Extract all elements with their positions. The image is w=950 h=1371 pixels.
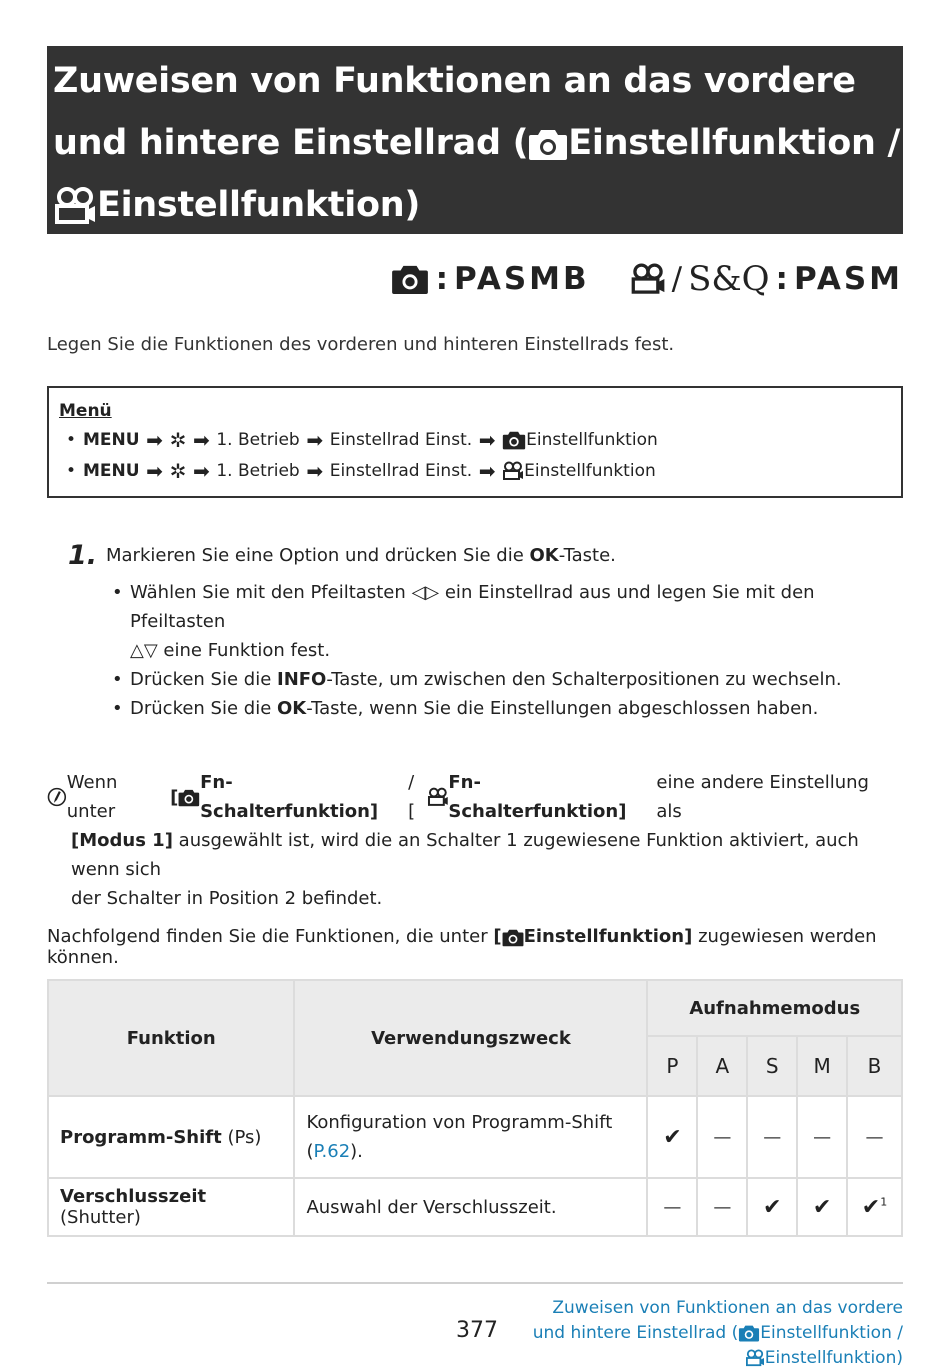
footer-link-line[interactable]: Zuweisen von Funktionen an das vordere <box>552 1298 903 1318</box>
movie-camera-icon <box>427 787 449 807</box>
camera-icon <box>738 1324 760 1342</box>
footer-divider <box>47 1282 903 1284</box>
movie-camera-icon <box>502 461 524 481</box>
header-mode-p: P <box>647 1036 697 1096</box>
table-intro-text: Nachfolgend finden Sie die Funktionen, die unter <box>47 926 494 947</box>
mode-cell-s: ✔ <box>747 1178 797 1236</box>
header-mode-a: A <box>697 1036 747 1096</box>
camera-icon <box>502 928 524 947</box>
footer-link-line[interactable] <box>533 1346 903 1371</box>
title-line-1: Zuweisen von Funktionen an das vordere <box>53 61 856 101</box>
table-row <box>48 1178 902 1236</box>
table-intro-bold: Einstellfunktion] <box>523 926 693 947</box>
mode-indicator: : PASMB / S&Q : PASM <box>390 256 903 302</box>
header-mode-m: M <box>797 1036 847 1096</box>
mode-cell-a: — <box>697 1178 747 1236</box>
camera-icon <box>178 788 200 807</box>
bullet-text: Drücken Sie die <box>130 698 277 719</box>
arrow-right-icon: ➡ <box>306 427 324 452</box>
table-intro: Nachfolgend finden Sie die Funktionen, die unter [ Einstellfunktion] zugewiesen werden können. <box>47 926 877 968</box>
modus-label: [Modus 1] <box>71 830 173 851</box>
function-purpose <box>294 1096 647 1178</box>
arrow-right-icon: ➡ <box>192 427 210 452</box>
menu-title: Menü <box>59 401 112 421</box>
purpose-text: ). <box>350 1141 363 1162</box>
purpose-text: Konfiguration von Programm-Shift ( <box>306 1112 613 1162</box>
title-line-2-post: Einstellfunktion / <box>568 123 901 163</box>
movie-camera-icon <box>53 186 97 226</box>
step-text-pre: Markieren Sie eine Option und drücken Sie die <box>106 545 530 566</box>
menu-group: 1. Betrieb <box>216 429 300 450</box>
note-line: der Schalter in Position 2 befindet. <box>71 888 383 909</box>
function-name-bold: Programm-Shift <box>60 1126 222 1148</box>
function-name-rest: (Ps) <box>221 1126 262 1148</box>
bullet-item <box>112 694 892 723</box>
footer-link-text[interactable]: Einstellfunktion) <box>764 1348 903 1368</box>
title-line-3-text: Einstellfunktion) <box>97 185 421 225</box>
menu-path-row: • MENU ➡ ✲ ➡ 1. Betrieb ➡ Einstellrad Einst. ➡ Einstellfunktion <box>65 458 656 483</box>
table-intro-text: zugewiesen werden können. <box>47 926 877 968</box>
note-text: ausgewählt ist, wird die an Schalter 1 zugewiesene Funktion aktiviert, auch wenn sich <box>71 830 859 880</box>
menu-label: MENU <box>83 460 140 481</box>
mode-cell-m: — <box>797 1096 847 1178</box>
mode-cell-p: — <box>647 1178 697 1236</box>
bullet-text: ein Einstellrad aus und legen Sie mit den Pfeiltasten <box>130 582 815 632</box>
fn-switch-label: Fn-Schalterfunktion] <box>200 772 379 822</box>
step-text-post: -Taste. <box>558 545 616 566</box>
bullet-continuation <box>112 636 892 665</box>
camera-icon <box>390 263 430 295</box>
title-line-3 <box>53 174 897 236</box>
bullet-item <box>112 578 892 636</box>
menu-path-box <box>47 386 903 498</box>
ok-key-label: OK <box>529 545 559 566</box>
bullet-item <box>112 665 892 694</box>
note-bracket: [ <box>170 786 179 808</box>
arrow-right-icon: ➡ <box>146 458 163 483</box>
movie-camera-icon <box>630 262 666 296</box>
note-text: Wenn unter <box>66 772 118 822</box>
menu-group: 1. Betrieb <box>216 460 300 481</box>
footer-link-line[interactable] <box>533 1321 903 1346</box>
function-name-rest: (Shutter) <box>60 1207 141 1228</box>
note-line <box>47 768 897 826</box>
header-mode-s: S <box>747 1036 797 1096</box>
arrow-up-down-icon: △▽ <box>130 640 158 661</box>
footnote-marker: 1 <box>880 1195 888 1209</box>
title-line-2-pre: und hintere Einstellrad ( <box>53 123 529 163</box>
note-block <box>47 768 897 913</box>
menu-path-row: • MENU ➡ ✲ ➡ 1. Betrieb ➡ Einstellrad Einst. ➡ Einstellfunktion <box>65 427 658 452</box>
title-line-2 <box>53 112 901 174</box>
menu-item: Einstellrad Einst. <box>329 429 473 450</box>
bullet-text: eine Funktion fest. <box>157 640 331 661</box>
footer-link-text[interactable]: und hintere Einstellrad ( <box>532 1323 739 1343</box>
bullet-text: -Taste, wenn Sie die Einstellungen abgeschlossen haben. <box>306 698 819 719</box>
mode-cell-b: — <box>847 1096 902 1178</box>
fn-switch-label: Fn-Schalterfunktion] <box>448 772 627 822</box>
arrow-right-icon: ➡ <box>306 458 324 483</box>
function-table <box>47 979 903 1237</box>
header-aufnahmemodus: Aufnahmemodus <box>647 980 902 1036</box>
mode-cell-m: ✔ <box>797 1178 847 1236</box>
arrow-right-icon: ➡ <box>478 427 496 452</box>
step-number: 1. <box>68 540 98 571</box>
note-icon <box>47 787 67 807</box>
page-number: 377 <box>456 1318 498 1343</box>
menu-target: Einstellfunktion <box>524 460 656 481</box>
mode-cell-b <box>847 1178 902 1236</box>
menu-target: Einstellfunktion <box>526 429 658 450</box>
footer-link-text[interactable]: Einstellfunktion / <box>760 1323 903 1343</box>
movie-camera-icon <box>745 1349 765 1367</box>
arrow-right-icon: ➡ <box>478 458 496 483</box>
bullet-text: Drücken Sie die <box>130 669 277 690</box>
function-purpose: Auswahl der Verschlusszeit. <box>294 1178 647 1236</box>
note-line <box>47 826 897 884</box>
arrow-right-icon: ➡ <box>192 458 210 483</box>
bullet-text: Wählen Sie mit den Pfeiltasten <box>130 582 412 603</box>
sq-mode: S&Q <box>688 259 770 299</box>
gear-icon: ✲ <box>169 458 187 483</box>
gear-icon: ✲ <box>169 427 187 452</box>
photo-modes: PASMB <box>453 261 590 297</box>
mode-cell-p: ✔ <box>647 1096 697 1178</box>
menu-label: MENU <box>83 429 140 450</box>
function-name <box>48 1096 294 1178</box>
note-text: / [ <box>408 772 416 822</box>
check-mark: ✔ <box>861 1194 881 1220</box>
bullet-text: -Taste, um zwischen den Schalterpositionen zu wechseln. <box>326 669 842 690</box>
table-row <box>48 1096 902 1178</box>
function-name-bold: Verschlusszeit <box>60 1186 207 1207</box>
mode-cell-a: — <box>697 1096 747 1178</box>
function-name <box>48 1178 294 1236</box>
header-verwendungszweck: Verwendungszweck <box>294 980 647 1096</box>
arrow-right-icon: ➡ <box>146 427 163 452</box>
ok-key-label: OK <box>277 698 307 719</box>
info-key-label: INFO <box>277 669 327 690</box>
intro-text: Legen Sie die Funktionen des vorderen und hinteren Einstellrads fest. <box>47 334 675 355</box>
footer-chapter-link[interactable] <box>533 1296 903 1371</box>
camera-icon <box>528 127 568 161</box>
menu-item: Einstellrad Einst. <box>329 460 473 481</box>
camera-icon <box>502 430 526 450</box>
note-text: eine andere Einstellung als <box>656 772 869 822</box>
header-funktion: Funktion <box>48 980 294 1096</box>
arrow-left-right-icon: ◁▷ <box>411 582 440 603</box>
step-text <box>106 545 616 566</box>
page-title-bar <box>47 46 903 234</box>
movie-modes: PASM <box>793 261 903 297</box>
header-mode-b: B <box>847 1036 902 1096</box>
mode-cell-s: — <box>747 1096 797 1178</box>
step-bullets <box>112 578 892 723</box>
page-link[interactable]: P.62 <box>313 1141 351 1162</box>
